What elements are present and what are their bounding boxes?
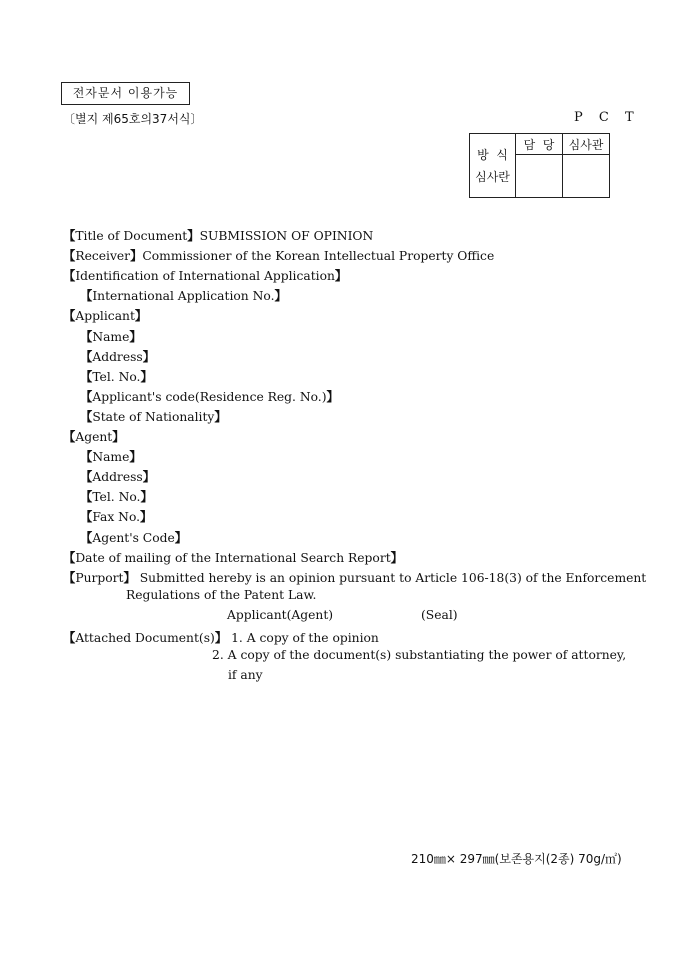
form-field-row <box>80 347 155 365</box>
bracket-close: 】 <box>140 369 153 384</box>
attached-item-number: 1. <box>231 631 243 645</box>
bracket-open: 【 <box>80 449 93 464</box>
side-label-line1: 방 식 <box>477 147 508 162</box>
field-label: Date of mailing of the International Search Report <box>75 551 391 565</box>
purport-text-line1: Submitted hereby is an opinion pursuant to Article 106-18(3) of the Enforcement <box>139 571 647 585</box>
purport-line1 <box>63 568 646 586</box>
charge-signature-box[interactable] <box>516 155 563 198</box>
bracket-open: 【 <box>80 409 93 424</box>
attached-continuation: if any <box>228 668 263 682</box>
bracket-close: 】 <box>123 570 136 585</box>
bracket-open: 【 <box>63 248 76 263</box>
bracket-close: 】 <box>214 630 228 645</box>
paper-spec: 210㎜× 297㎜(보존용지(2종) 70g/㎡) <box>411 852 622 866</box>
field-label: Fax No. <box>92 510 141 524</box>
bracket-close: 】 <box>140 509 153 524</box>
side-label-line2: 심사란 <box>475 169 510 184</box>
attached-item-text: A copy of the opinion <box>246 631 379 645</box>
form-field-row <box>63 226 373 244</box>
field-value[interactable]: Commissioner of the Korean Intellectual Property Office <box>142 249 495 263</box>
field-label: State of Nationality <box>92 410 215 424</box>
field-label: Agent's Code <box>92 531 175 545</box>
field-label: Tel. No. <box>92 370 141 384</box>
attached-item-number: 2. <box>212 648 224 662</box>
form-field-row <box>80 447 142 465</box>
form-field-row <box>80 367 153 385</box>
form-field-row <box>80 507 152 525</box>
purport-line2: Regulations of the Patent Law. <box>126 588 317 602</box>
attached-item-text: A copy of the document(s) substantiating the power of attorney, <box>227 648 627 662</box>
bracket-close: 】 <box>214 409 227 424</box>
form-field-row <box>63 266 347 284</box>
examiner-side-label <box>470 134 516 198</box>
examiner-table <box>469 133 610 198</box>
bracket-open: 【 <box>80 469 93 484</box>
bracket-open: 【 <box>63 228 76 243</box>
field-label: Applicant <box>75 309 135 323</box>
field-label: International Application No. <box>92 289 275 303</box>
bracket-close: 】 <box>142 349 156 364</box>
bracket-open: 【 <box>63 308 76 323</box>
field-value[interactable]: SUBMISSION OF OPINION <box>199 229 374 243</box>
bracket-open: 【 <box>80 369 93 384</box>
field-label: Agent <box>75 430 113 444</box>
form-number: 〔별지 제65호의37서식〕 <box>63 112 203 126</box>
pct-label: P C T <box>574 110 640 125</box>
bracket-open: 【 <box>63 570 76 585</box>
attached-label: Attached Document(s) <box>75 631 215 645</box>
bracket-open: 【 <box>80 329 93 344</box>
bracket-close: 】 <box>187 228 200 243</box>
form-field-row <box>80 387 339 405</box>
form-field-row <box>80 286 287 304</box>
examiner-signature-box[interactable] <box>563 155 610 198</box>
form-field-row <box>63 427 125 445</box>
bracket-open: 【 <box>80 489 93 504</box>
bracket-close: 】 <box>134 308 148 323</box>
bracket-close: 】 <box>129 449 142 464</box>
bracket-open: 【 <box>80 349 93 364</box>
bracket-close: 】 <box>140 489 153 504</box>
signer-label: Applicant(Agent) <box>227 608 334 622</box>
form-field-row <box>80 487 153 505</box>
bracket-close: 】 <box>130 248 143 263</box>
bracket-close: 】 <box>129 329 142 344</box>
form-field-row <box>80 327 142 345</box>
field-label: Name <box>92 330 130 344</box>
form-field-row <box>80 528 187 546</box>
bracket-open: 【 <box>80 288 93 303</box>
electronic-document-stamp: 전자문서 이용가능 <box>61 82 190 105</box>
bracket-open: 【 <box>63 630 76 645</box>
bracket-open: 【 <box>63 550 76 565</box>
bracket-close: 】 <box>274 288 287 303</box>
bracket-close: 】 <box>142 469 156 484</box>
bracket-open: 【 <box>80 530 93 545</box>
column-header-charge: 담 당 <box>516 134 563 155</box>
purport-label: Purport <box>75 571 124 585</box>
bracket-close: 】 <box>112 429 125 444</box>
attached-line2 <box>212 648 626 662</box>
bracket-close: 】 <box>390 550 403 565</box>
field-label: Applicant's code(Residence Reg. No.) <box>92 390 327 404</box>
attached-line1 <box>63 628 379 646</box>
field-label: Address <box>92 470 143 484</box>
form-field-row <box>63 548 403 566</box>
bracket-close: 】 <box>326 389 339 404</box>
seal-label: (Seal) <box>421 608 458 622</box>
bracket-open: 【 <box>80 389 93 404</box>
bracket-open: 【 <box>63 268 76 283</box>
field-label: Receiver <box>75 249 131 263</box>
form-field-row <box>63 246 494 264</box>
bracket-close: 】 <box>334 268 348 283</box>
form-field-row <box>63 306 147 324</box>
bracket-open: 【 <box>80 509 93 524</box>
field-label: Title of Document <box>75 229 188 243</box>
form-field-row <box>80 407 227 425</box>
form-field-row <box>80 467 155 485</box>
field-label: Tel. No. <box>92 490 141 504</box>
bracket-close: 】 <box>174 530 188 545</box>
field-label: Address <box>92 350 143 364</box>
bracket-open: 【 <box>63 429 76 444</box>
field-label: Name <box>92 450 130 464</box>
column-header-examiner: 심사관 <box>563 134 610 155</box>
field-label: Identification of International Application <box>75 269 335 283</box>
